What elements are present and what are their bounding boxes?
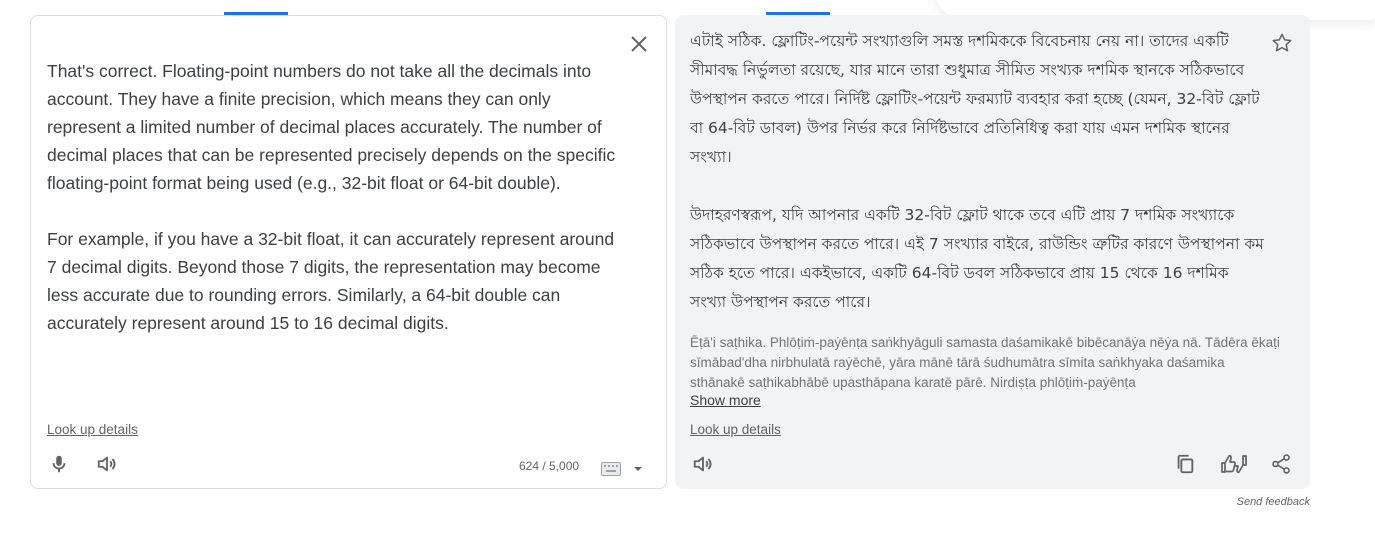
voice-input-button[interactable]: [43, 448, 75, 480]
microphone-icon: [48, 453, 70, 475]
translation-paragraph: উদাহরণস্বরূপ, যদি আপনার একটি 32-বিট ফ্লোট থাকে তবে এটি প্রায় 7 দশমিক সংখ্যাকে সঠিকভাবে উপস্থাপন করতে পারে। এই 7 সংখ্যার বাইরে, রাউন্ডিং ত্রুটির কারণে উপস্থাপনা কম সঠিক হতে পারে। একইভাবে, একটি 64-বিট ডবল সঠিকভাবে প্রায় 15 থেকে 16 দশমিক সংখ্যা উপস্থাপন করতে পারে।: [690, 206, 1264, 311]
copy-translation-button[interactable]: [1169, 448, 1201, 480]
speaker-icon: [96, 453, 118, 475]
target-look-up-details-link[interactable]: Look up details: [690, 422, 781, 437]
speaker-icon: [692, 453, 714, 475]
close-icon: [629, 34, 649, 54]
source-panel: [30, 15, 667, 489]
keyboard-icon: [601, 462, 621, 476]
share-translation-button[interactable]: [1265, 448, 1297, 480]
source-paragraph: For example, if you have a 32-bit float, it can accurately represent around 7 decimal digits. Beyond those 7 digits, the representation may become less accurate due to rounding errors. Similarly, a 64-bit double can accurately represent around 15 to 16 decimal digits.: [47, 229, 615, 333]
romanization-text: Ēṭā'i saṭhika. Phlōṭiṁ-paẏēnṭa saṅkhyāguli samasta daśamikakē bibēcanāẏa nēẏa nā. Tādēra ēkaṭi sīmābad'dha nirbhulatā raẏēchē, yāra mānē tārā śudhumātra sīmita saṅkhyaka daśamika sthānakē saṭhikabhābē upasthāpana karatē pārē. Nirdiṣṭa phlōṭiṁ-paẏēnṭa: [690, 335, 1280, 390]
caret-down-icon: [633, 466, 643, 472]
show-more-link[interactable]: Show more: [690, 392, 761, 408]
star-icon: [1271, 32, 1293, 54]
source-paragraph: That's correct. Floating-point numbers do not take all the decimals into account. They have a finite precision, which means they can only represent a limited number of decimal places accurately. The number of decimal places that can be represented precisely depends on the specific floating-point format being used (e.g., 32-bit float or 64-bit double).: [47, 61, 616, 193]
rate-translation-button[interactable]: [1218, 448, 1250, 480]
clear-source-button[interactable]: [625, 30, 653, 58]
translation-panel: [675, 15, 1310, 489]
send-feedback-link[interactable]: Send feedback: [1236, 496, 1310, 508]
translation-listen-button[interactable]: [687, 448, 719, 480]
input-tools-keyboard[interactable]: [601, 460, 645, 478]
share-icon: [1270, 453, 1292, 475]
source-text-area[interactable]: [47, 57, 627, 365]
thumbs-rating-icon: [1221, 453, 1247, 475]
save-translation-button[interactable]: [1266, 27, 1298, 59]
character-count: 624 / 5,000: [519, 459, 580, 473]
source-look-up-details-link[interactable]: Look up details: [47, 422, 138, 437]
copy-icon: [1174, 453, 1196, 475]
source-listen-button[interactable]: [91, 448, 123, 480]
translation-paragraph: এটাই সঠিক. ফ্লোটিং-পয়েন্ট সংখ্যাগুলি সমস্ত দশমিককে বিবেচনায় নেয় না। তাদের একটি সীমাবদ্ধ নির্ভুলতা রয়েছে, যার মানে তারা শুধুমাত্র সীমিত সংখ্যক দশমিক স্থানকে সঠিকভাবে উপস্থাপন করতে পারে। নির্দিষ্ট ফ্লোটিং-পয়েন্ট ফরম্যাট ব্যবহার করা হচ্ছে (যেমন, 32-বিট ফ্লোট বা 64-বিট ডাবল) উপর নির্ভর করে নির্দিষ্টভাবে প্রতিনিধিত্ব করা যায় এমন দশমিক স্থানের সংখ্যা।: [690, 32, 1260, 166]
translation-text: [690, 27, 1265, 346]
